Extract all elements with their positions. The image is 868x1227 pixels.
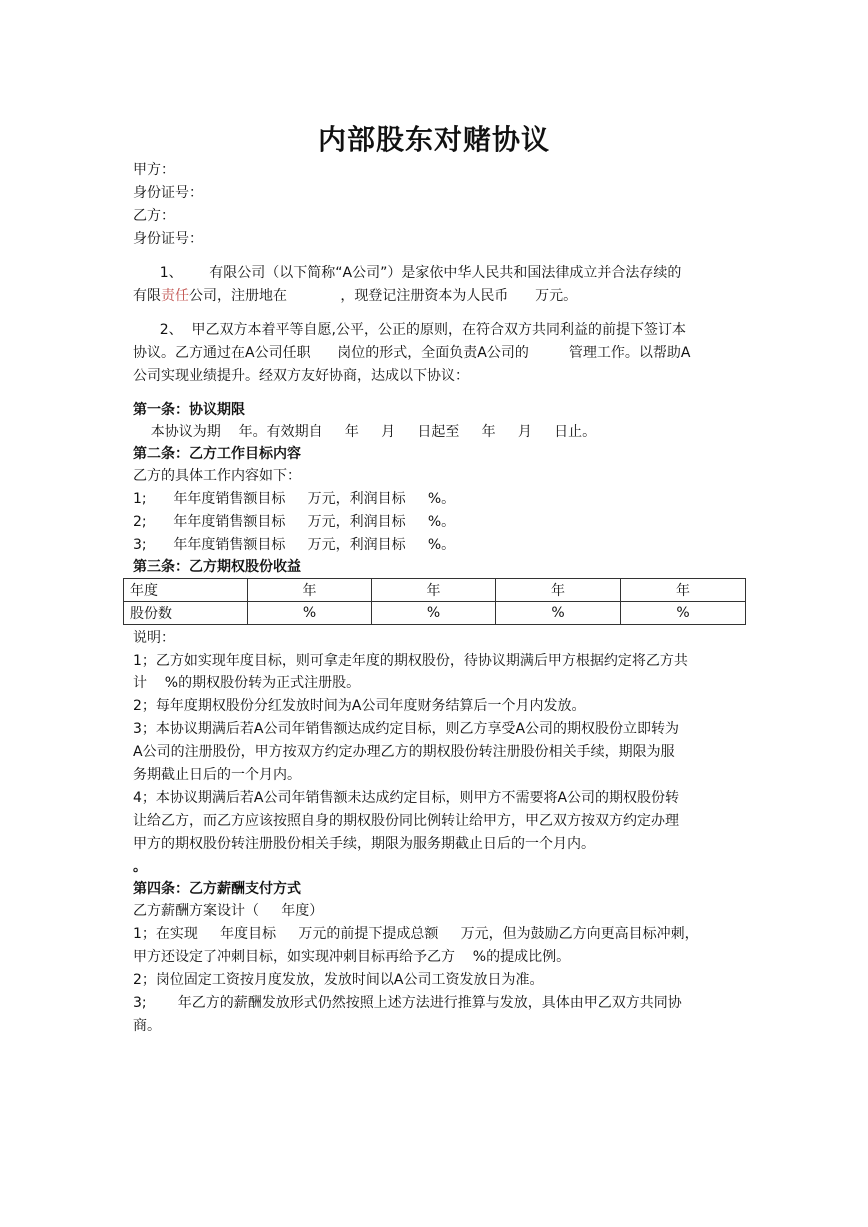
- note-line: 让给乙方，而乙方应该按照自身的期权股份同比例转让给甲方，甲乙双方按双方约定办理: [133, 813, 679, 829]
- article-4-item: 商。: [133, 1018, 161, 1034]
- note-line: 3；本协议期满后若A公司年销售额达成约定目标，则乙方享受A公司的期权股份立即转为: [133, 721, 680, 737]
- table-row: [124, 602, 746, 625]
- paragraph-2-line-1: 2、 甲乙双方本着平等自愿,公平，公正的原则，在符合双方共同利益的前提下签订本: [133, 322, 686, 338]
- p1-text-highlight: 责任: [161, 288, 189, 304]
- note-line: 4；本协议期满后若A公司年销售额未达成约定目标，则甲方不需要将A公司的期权股份转: [133, 790, 680, 806]
- article-4-item: 甲方还设定了冲刺目标，如实现冲刺目标再给予乙方 %的提成比例。: [133, 949, 571, 965]
- article-2-item: 3; 年年度销售额目标 万元，利润目标 %。: [133, 537, 456, 553]
- table-cell: %: [621, 602, 746, 625]
- article-4-item: 1；在实现 年度目标 万元的前提下提成总额 万元，但为鼓励乙方向更高目标冲刺，: [133, 926, 699, 942]
- table-cell: 年: [496, 579, 621, 602]
- party-a-label: 甲方：: [133, 162, 175, 178]
- note-line: 。: [133, 859, 147, 875]
- article-1-title: 第一条：协议期限: [133, 402, 245, 418]
- table-row: [124, 579, 746, 602]
- note-line: 2；每年度期权股份分红发放时间为A公司年度财务结算后一个月内发放。: [133, 698, 586, 714]
- table-cell: %: [372, 602, 496, 625]
- note-line: 务期截止日后的一个月内。: [133, 767, 301, 783]
- article-4-item: 3; 年乙方的薪酬发放形式仍然按照上述方法进行推算与发放，具体由甲乙双方共同协: [133, 995, 682, 1011]
- article-3-title: 第三条：乙方期权股份收益: [133, 559, 301, 575]
- note-line: A公司的注册股份，甲方按双方约定办理乙方的期权股份转注册股份相关手续，期限为服: [133, 744, 675, 760]
- article-1-body: 本协议为期 年。有效期自 年 月 日起至 年 月 日止。: [133, 424, 597, 440]
- paragraph-1-line-2: [133, 286, 577, 306]
- table-cell: %: [496, 602, 621, 625]
- article-2-item: 1; 年年度销售额目标 万元，利润目标 %。: [133, 491, 456, 507]
- table-cell: %: [248, 602, 372, 625]
- table-cell: 年: [248, 579, 372, 602]
- share-table: [123, 578, 746, 625]
- note-line: 计 %的期权股份转为正式注册股。: [133, 675, 361, 691]
- article-2-title: 第二条：乙方工作目标内容: [133, 446, 301, 462]
- table-cell: 年度: [124, 579, 248, 602]
- note-line: 1；乙方如实现年度目标，则可拿走年度的期权股份，待协议期满后甲方根据约定将乙方共: [133, 653, 688, 669]
- paragraph-1-line-1: 1、 有限公司（以下简称“A公司”）是家依中华人民共和国法律成立并合法存续的: [133, 265, 682, 281]
- table-cell: 股份数: [124, 602, 248, 625]
- p1-text-b: 公司，注册地在 ，现登记注册资本为人民币 万元。: [189, 288, 578, 304]
- notes-title: 说明：: [133, 630, 175, 646]
- party-a-id-label: 身份证号：: [133, 185, 203, 201]
- paragraph-2-line-2: 协议。乙方通过在A公司任职 岗位的形式，全面负责A公司的 管理工作。以帮助A: [133, 345, 691, 361]
- article-2-item: 2; 年年度销售额目标 万元，利润目标 %。: [133, 514, 456, 530]
- p1-text-a: 有限: [133, 288, 161, 304]
- table-cell: 年: [621, 579, 746, 602]
- article-2-intro: 乙方的具体工作内容如下：: [133, 468, 301, 484]
- article-4-item: 2；岗位固定工资按月度发放，发放时间以A公司工资发放日为准。: [133, 972, 544, 988]
- party-b-id-label: 身份证号：: [133, 231, 203, 247]
- table-cell: 年: [372, 579, 496, 602]
- note-line: 甲方的期权股份转注册股份相关手续，期限为服务期截止日后的一个月内。: [133, 836, 595, 852]
- paragraph-2-line-3: 公司实现业绩提升。经双方友好协商，达成以下协议：: [133, 368, 469, 384]
- article-4-title: 第四条：乙方薪酬支付方式: [133, 881, 301, 897]
- document-title: 内部股东对赌协议: [317, 123, 550, 156]
- party-b-label: 乙方：: [133, 208, 175, 224]
- article-4-intro: 乙方薪酬方案设计（ 年度）: [133, 903, 324, 919]
